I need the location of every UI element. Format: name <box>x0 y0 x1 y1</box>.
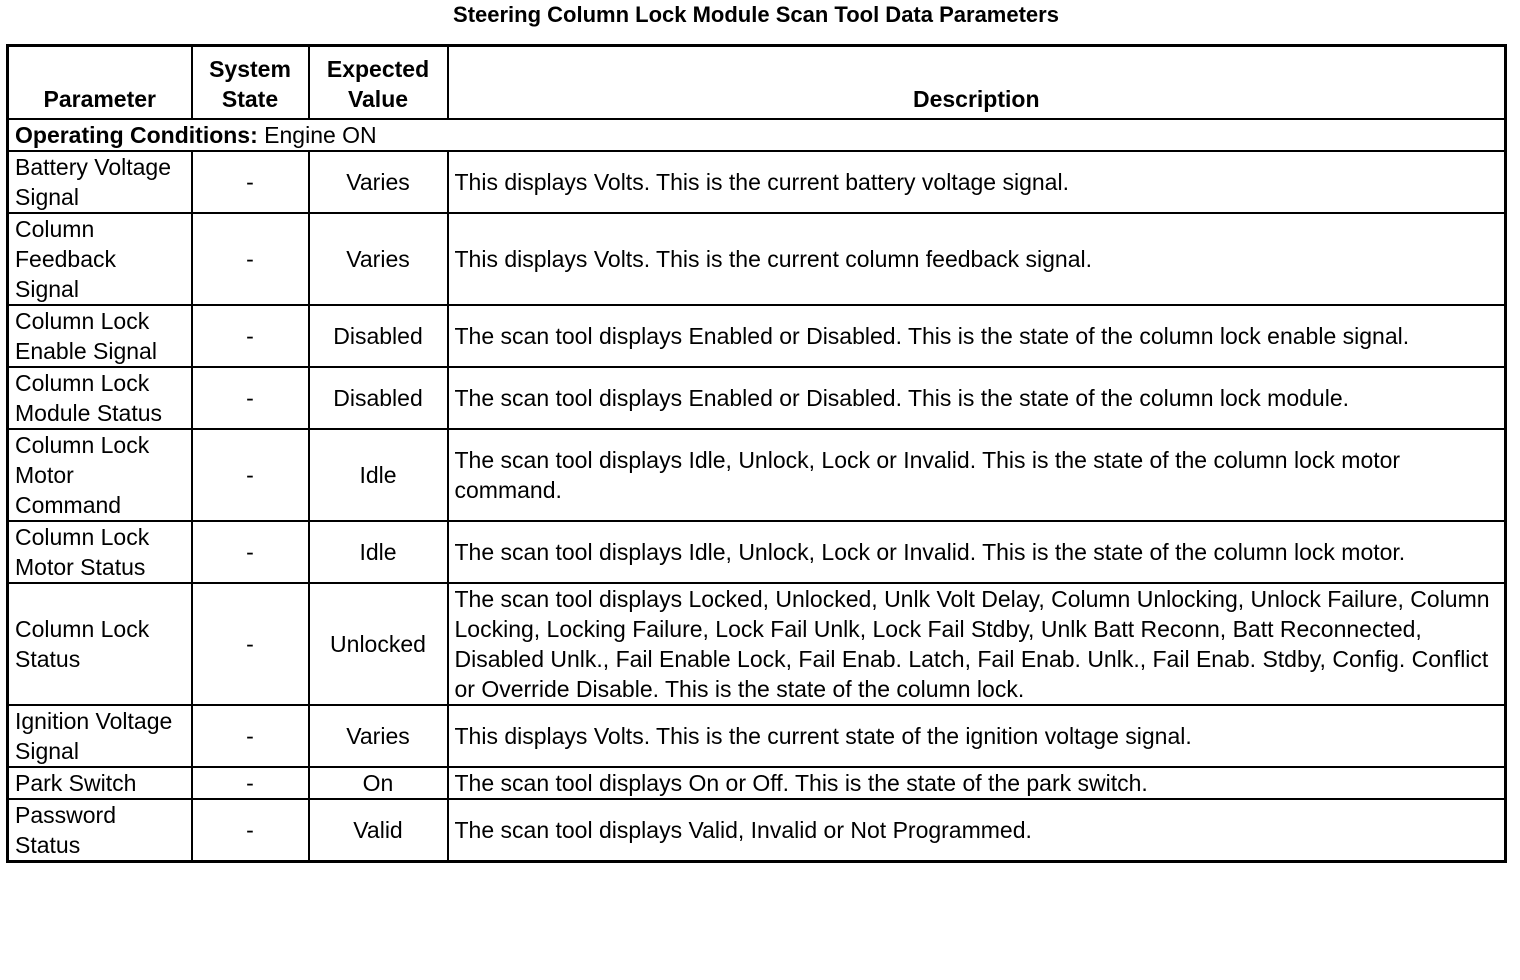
system-state-cell: - <box>192 213 309 305</box>
table-row <box>8 367 1506 429</box>
header-system-state: System State <box>192 46 309 119</box>
description-cell: The scan tool displays On or Off. This is the state of the park switch. <box>448 767 1506 799</box>
description-cell: The scan tool displays Enabled or Disabled. This is the state of the column lock enable signal. <box>448 305 1506 367</box>
table-row <box>8 705 1506 767</box>
description-cell: The scan tool displays Valid, Invalid or Not Programmed. <box>448 799 1506 862</box>
system-state-cell: - <box>192 151 309 213</box>
system-state-cell: - <box>192 367 309 429</box>
expected-value-cell: Varies <box>309 151 448 213</box>
expected-value-cell: Valid <box>309 799 448 862</box>
table-header-row <box>8 46 1506 119</box>
system-state-cell: - <box>192 583 309 705</box>
parameter-cell: Park Switch <box>8 767 192 799</box>
system-state-cell: - <box>192 767 309 799</box>
system-state-cell: - <box>192 799 309 862</box>
parameter-cell: Battery Voltage Signal <box>8 151 192 213</box>
parameter-cell: Column Lock Status <box>8 583 192 705</box>
description-cell: The scan tool displays Locked, Unlocked, Unlk Volt Delay, Column Unlocking, Unlock Failure, Column Locking, Locking Failure, Lock Fail Unlk, Lock Fail Stdby, Unlk Batt Reconn, Batt Reconnected, Disabled Unlk., Fail Enable Lock, Fail Enab. Latch, Fail Enab. Unlk., Fail Enab. Stdby, Config. Conflict or Override Disable. This is the state of the column lock. <box>448 583 1506 705</box>
table-row <box>8 521 1506 583</box>
scan-data-table <box>6 44 1507 863</box>
operating-conditions-value: Engine ON <box>264 121 377 148</box>
table-row <box>8 213 1506 305</box>
expected-value-cell: Varies <box>309 213 448 305</box>
page-title: Steering Column Lock Module Scan Tool Data Parameters <box>453 2 1059 27</box>
description-cell: The scan tool displays Idle, Unlock, Lock or Invalid. This is the state of the column lock motor command. <box>448 429 1506 521</box>
header-expected-value: Expected Value <box>309 46 448 119</box>
parameter-cell: Column Lock Motor Status <box>8 521 192 583</box>
expected-value-cell: Disabled <box>309 305 448 367</box>
parameter-cell: Column Lock Module Status <box>8 367 192 429</box>
table-row <box>8 429 1506 521</box>
table-row <box>8 583 1506 705</box>
description-cell: The scan tool displays Enabled or Disabled. This is the state of the column lock module. <box>448 367 1506 429</box>
description-cell: This displays Volts. This is the current battery voltage signal. <box>448 151 1506 213</box>
parameter-cell: Password Status <box>8 799 192 862</box>
parameter-cell: Ignition Voltage Signal <box>8 705 192 767</box>
expected-value-cell: Disabled <box>309 367 448 429</box>
parameter-cell: Column Lock Motor Command <box>8 429 192 521</box>
expected-value-cell: Idle <box>309 429 448 521</box>
operating-conditions-cell <box>8 119 1506 151</box>
system-state-cell: - <box>192 429 309 521</box>
description-cell: The scan tool displays Idle, Unlock, Lock or Invalid. This is the state of the column lock motor. <box>448 521 1506 583</box>
expected-value-cell: Varies <box>309 705 448 767</box>
description-cell: This displays Volts. This is the current column feedback signal. <box>448 213 1506 305</box>
system-state-cell: - <box>192 521 309 583</box>
operating-conditions-row <box>8 119 1506 151</box>
parameter-cell: Column Feedback Signal <box>8 213 192 305</box>
system-state-cell: - <box>192 305 309 367</box>
expected-value-cell: On <box>309 767 448 799</box>
table-row <box>8 305 1506 367</box>
parameter-cell: Column Lock Enable Signal <box>8 305 192 367</box>
table-row <box>8 151 1506 213</box>
table-row <box>8 767 1506 799</box>
system-state-cell: - <box>192 705 309 767</box>
expected-value-cell: Unlocked <box>309 583 448 705</box>
operating-conditions-label: Operating Conditions: <box>15 121 258 148</box>
expected-value-cell: Idle <box>309 521 448 583</box>
description-cell: This displays Volts. This is the current state of the ignition voltage signal. <box>448 705 1506 767</box>
header-parameter: Parameter <box>8 46 192 119</box>
table-row <box>8 799 1506 862</box>
header-description: Description <box>448 46 1506 119</box>
